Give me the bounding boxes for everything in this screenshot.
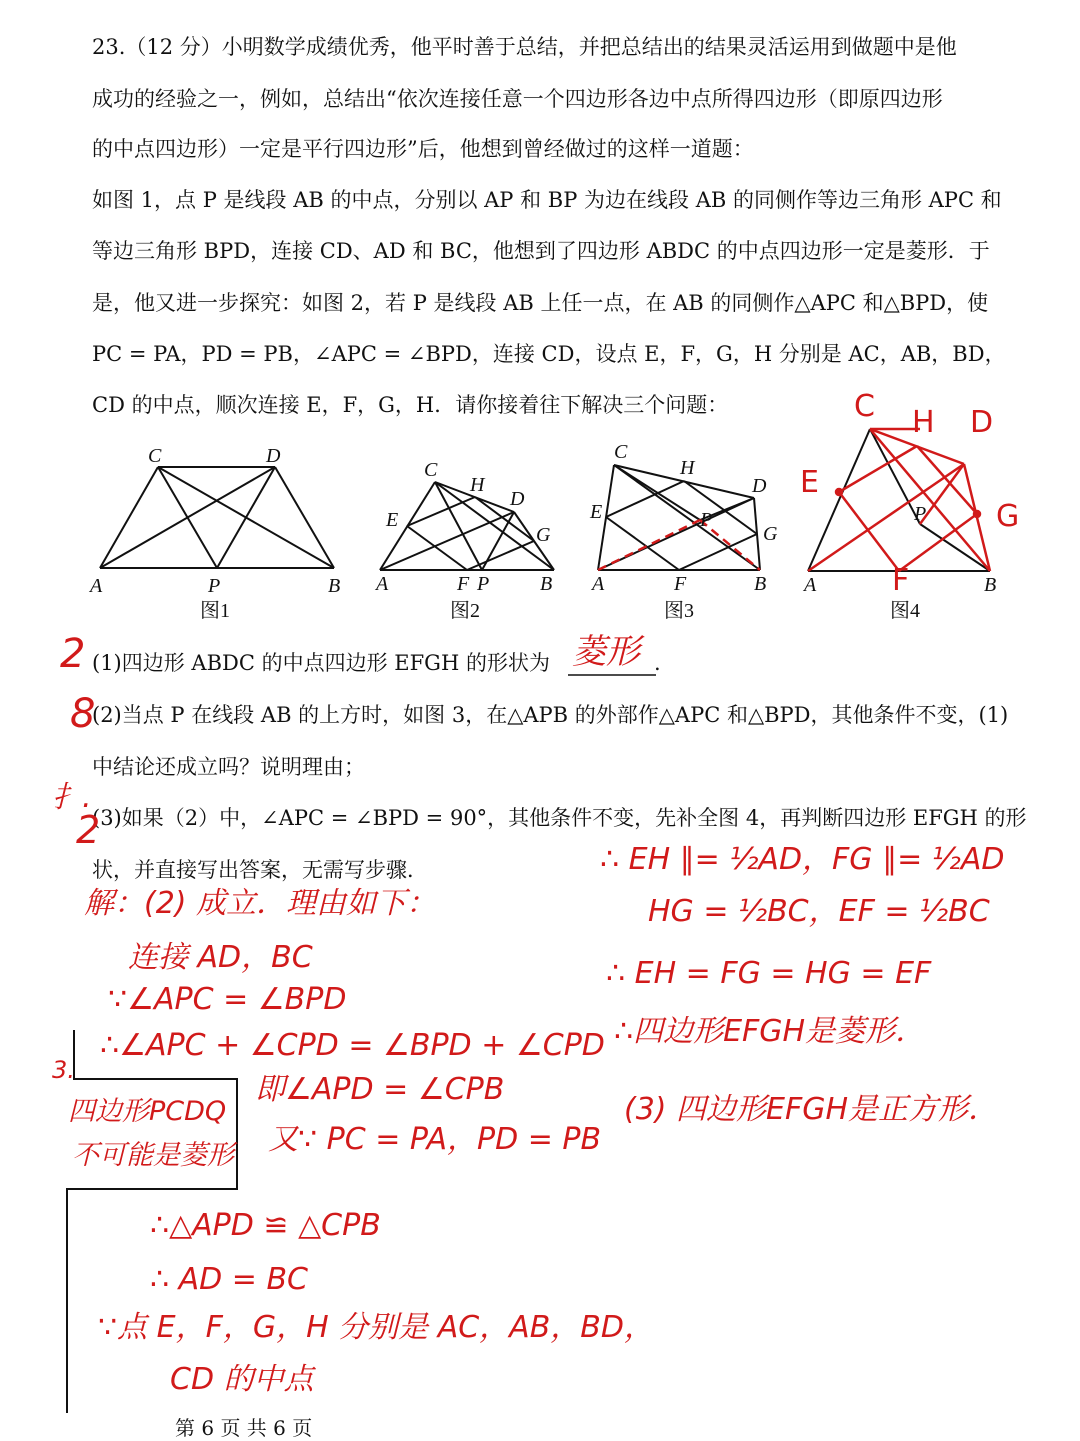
fig2-label-h: H	[470, 474, 485, 496]
question-2-line-1: (2)当点 P 在线段 AB 的上方时，如图 3，在△APB 的外部作△APC 和△BPD，其他条件不变，(1)	[92, 703, 1009, 727]
fig3-label-h: H	[680, 457, 695, 479]
margin-note-line-2: 不可能是菱形	[72, 1140, 234, 1171]
answer-1-handwritten: 菱形	[572, 632, 640, 672]
problem-line-7: PC = PA，PD = PB，∠APC = ∠BPD，连接 CD，设点 E，F，G，H 分别是 AC，AB，BD，	[92, 342, 1006, 366]
fig2-label-g: G	[536, 524, 551, 546]
problem-line-6: 是，他又进一步探究：如图 2，若 P 是线段 AB 上任一点，在 AB 的同侧作△APC 和△BPD，使	[92, 291, 989, 315]
fig3-label-b: B	[754, 573, 767, 595]
note-box-left-lower	[66, 1188, 68, 1413]
margin-note-prefix: 3.	[52, 1056, 75, 1084]
question-1-end: .	[654, 651, 661, 675]
fig2-label-a: A	[376, 573, 389, 595]
fig4-label-b: B	[984, 574, 997, 596]
figure-2	[372, 440, 572, 625]
solution-right-line-1: ∴ EH ∥= ½AD，FG ∥= ½AD	[600, 842, 1005, 877]
question-1: (1)四边形 ABDC 的中点四边形 EFGH 的形状为	[92, 651, 550, 675]
solution-line-5: 即∠APD = ∠CPB	[255, 1072, 505, 1107]
solution-line-4: ∴∠APC + ∠CPD = ∠BPD + ∠CPD	[100, 1028, 605, 1063]
fig1-label-b: B	[328, 575, 341, 597]
question-3-line-2: 状，并直接写出答案，无需写步骤．	[92, 858, 428, 882]
solution-line-2: 连接 AD，BC	[128, 940, 313, 975]
figure-1	[88, 440, 350, 625]
fig3-caption: 图3	[664, 600, 694, 622]
solution-line-9: ∵点 E，F，G，H 分别是 AC，AB，BD，	[98, 1310, 654, 1345]
fig2-label-c: C	[424, 459, 438, 481]
note-box-bottom	[66, 1188, 238, 1190]
fig4-label-h: H	[912, 405, 935, 440]
solution-line-6: 又∵ PC = PA，PD = PB	[268, 1122, 602, 1157]
score-q3: 2	[76, 808, 101, 852]
problem-line-8: CD 的中点，顺次连接 E，F，G，H．请你接着往下解决三个问题：	[92, 393, 729, 417]
fig4-caption: 图4	[890, 600, 920, 622]
fig4-label-d: D	[970, 405, 994, 440]
fig4-label-c: C	[854, 389, 875, 424]
score-q2: 8	[70, 691, 96, 737]
fig3-label-e: E	[590, 501, 603, 523]
fig2-label-e: E	[386, 509, 399, 531]
fig3-label-d: D	[752, 475, 767, 497]
margin-note-line-1: 四边形PCDQ	[68, 1096, 227, 1127]
fig3-label-a: A	[592, 573, 605, 595]
solution-right-line-3: ∴ EH = FG = HG = EF	[606, 956, 932, 991]
fig2-label-p: P	[477, 573, 490, 595]
problem-line-4: 如图 1，点 P 是线段 AB 的中点，分别以 AP 和 BP 为边在线段 AB 的同侧作等边三角形 APC 和	[92, 188, 1002, 212]
fig1-label-d: D	[266, 445, 281, 467]
solution-line-10: CD 的中点	[170, 1362, 314, 1397]
fig2-caption: 图2	[450, 600, 480, 622]
fig1-label-a: A	[90, 575, 103, 597]
solution-right-line-5: (3) 四边形EFGH是正方形．	[624, 1092, 999, 1127]
page-footer: 第 6 页 共 6 页	[175, 1416, 313, 1440]
fig4-label-a: A	[804, 574, 817, 596]
fig1-label-c: C	[148, 445, 162, 467]
problem-line-3: 的中点四边形）一定是平行四边形”后，他想到曾经做过的这样一道题：	[92, 137, 754, 161]
fig2-label-f: F	[457, 573, 470, 595]
fig4-label-g: G	[996, 499, 1020, 534]
solution-line-8: ∴ AD = BC	[150, 1262, 308, 1297]
problem-line-2: 成功的经验之一，例如，总结出“依次连接任意一个四边形各边中点所得四边形（即原四边形	[92, 87, 943, 111]
fig3-label-c: C	[614, 441, 628, 463]
solution-line-7: ∴△APD ≌ △CPB	[150, 1208, 381, 1243]
answer-1-underline	[568, 672, 658, 678]
fig4-label-e: E	[800, 465, 819, 500]
figure-3	[588, 436, 788, 626]
score-q3-prefix: 扌.	[52, 780, 92, 815]
solution-line-3: ∵∠APC = ∠BPD	[108, 982, 347, 1017]
problem-line-5: 等边三角形 BPD，连接 CD、AD 和 BC，他想到了四边形 ABDC 的中点四边形一定是菱形．于	[92, 239, 990, 263]
solution-line-1: 解：(2) 成立．理由如下：	[84, 886, 437, 921]
note-box-top	[73, 1078, 238, 1080]
note-box-right	[236, 1078, 238, 1188]
fig4-label-p: P	[914, 503, 927, 525]
solution-right-line-2: HG = ½BC，EF = ½BC	[648, 894, 990, 929]
fig3-label-f: F	[674, 573, 687, 595]
fig2-label-b: B	[540, 573, 553, 595]
figure-4	[792, 380, 1037, 626]
fig3-label-g: G	[763, 523, 778, 545]
fig1-label-p: P	[208, 575, 221, 597]
fig4-label-f: F	[892, 563, 910, 598]
question-3-line-1: (3)如果（2）中，∠APC = ∠BPD = 90°，其他条件不变，先补全图 4，再判断四边形 EFGH 的形	[92, 806, 1027, 830]
score-q1: 2	[60, 631, 86, 677]
problem-line-1: 23.（12 分）小明数学成绩优秀，他平时善于总结，并把总结出的结果灵活运用到做题中是他	[92, 35, 957, 59]
fig3-label-p: P	[700, 509, 713, 531]
fig2-label-d: D	[510, 488, 525, 510]
question-2-line-2: 中结论还成立吗？说明理由；	[92, 755, 365, 779]
fig1-caption: 图1	[200, 600, 230, 622]
solution-right-line-4: ∴四边形EFGH是菱形．	[614, 1014, 926, 1049]
